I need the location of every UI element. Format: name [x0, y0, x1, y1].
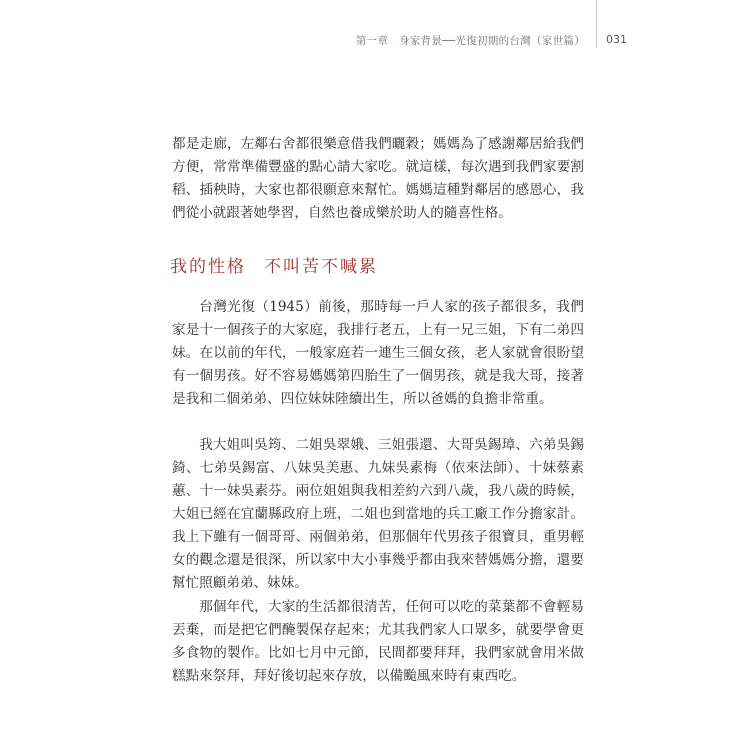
- header-divider: [596, 0, 597, 48]
- section-heading: [170, 252, 378, 277]
- section-heading-sub: 不叫苦不喊累: [264, 257, 378, 277]
- paragraph-family-size: [172, 296, 584, 411]
- paragraph-text: 都是走廊，左鄰右舍都很樂意借我們曬穀；媽媽為了感謝鄰居給我們方便，常常準備豐盛的點心請大家吃。就這樣，每次遇到我們家要割稻、插秧時，大家也都很願意來幫忙。媽媽這種對鄰居的感恩心，我們從小就跟著她學習，自然也養成樂於助人的隨喜性格。: [172, 136, 584, 221]
- paragraph-text: 台灣光復（1945）前後，那時每一戶人家的孩子都很多，我們家是十一個孩子的大家庭，我排行老五，上有一兄三姐，下有二弟四妹。在以前的年代，一般家庭若一連生三個女孩，老人家就會很盼望有一個男孩。好不容易媽媽第四胎生了一個男孩，就是我大哥，接著是我和二個弟弟、四位妹妹陸續出生，所以爸媽的負擔非常重。: [172, 299, 584, 407]
- paragraph-siblings: [172, 434, 584, 595]
- paragraph-continued: [172, 133, 584, 225]
- paragraph-hardship: [172, 596, 584, 688]
- paragraph-text: 那個年代，大家的生活都很清苦，任何可以吃的菜葉都不會輕易丟棄，而是把它們醃製保存起來；尤其我們家人口眾多，就要學會更多食物的製作。比如七月中元節，民間都要拜拜，我們家就會用米做糕點來祭拜，拜好後切起來存放，以備颱風來時有東西吃。: [172, 599, 584, 684]
- section-heading-main: 我的性格: [170, 257, 246, 277]
- page-number: 031: [606, 33, 627, 46]
- running-header: 第一章 身家背景──光復初期的台灣（家世篇）: [355, 35, 585, 47]
- paragraph-text: 我大姐叫吳筠、二姐吳翠娥、三姐張還、大哥吳錫璋、六弟吳錫錡、七弟吳錫富、八妹吳美惠、九妹吳素梅（依來法師）、十妹蔡素蕙、十一妹吳素芬。兩位姐姐與我相差約六到八歲，我八歲的時候，大姐已經在宜蘭縣政府上班，二姐也到當地的兵工廠工作分擔家計。我上下雖有一個哥哥、兩個弟弟，但那個年代男孩子很寶貝，重男輕女的觀念還是很深，所以家中大小事幾乎都由我來替媽媽分擔，還要幫忙照顧弟弟、妹妹。: [172, 437, 584, 591]
